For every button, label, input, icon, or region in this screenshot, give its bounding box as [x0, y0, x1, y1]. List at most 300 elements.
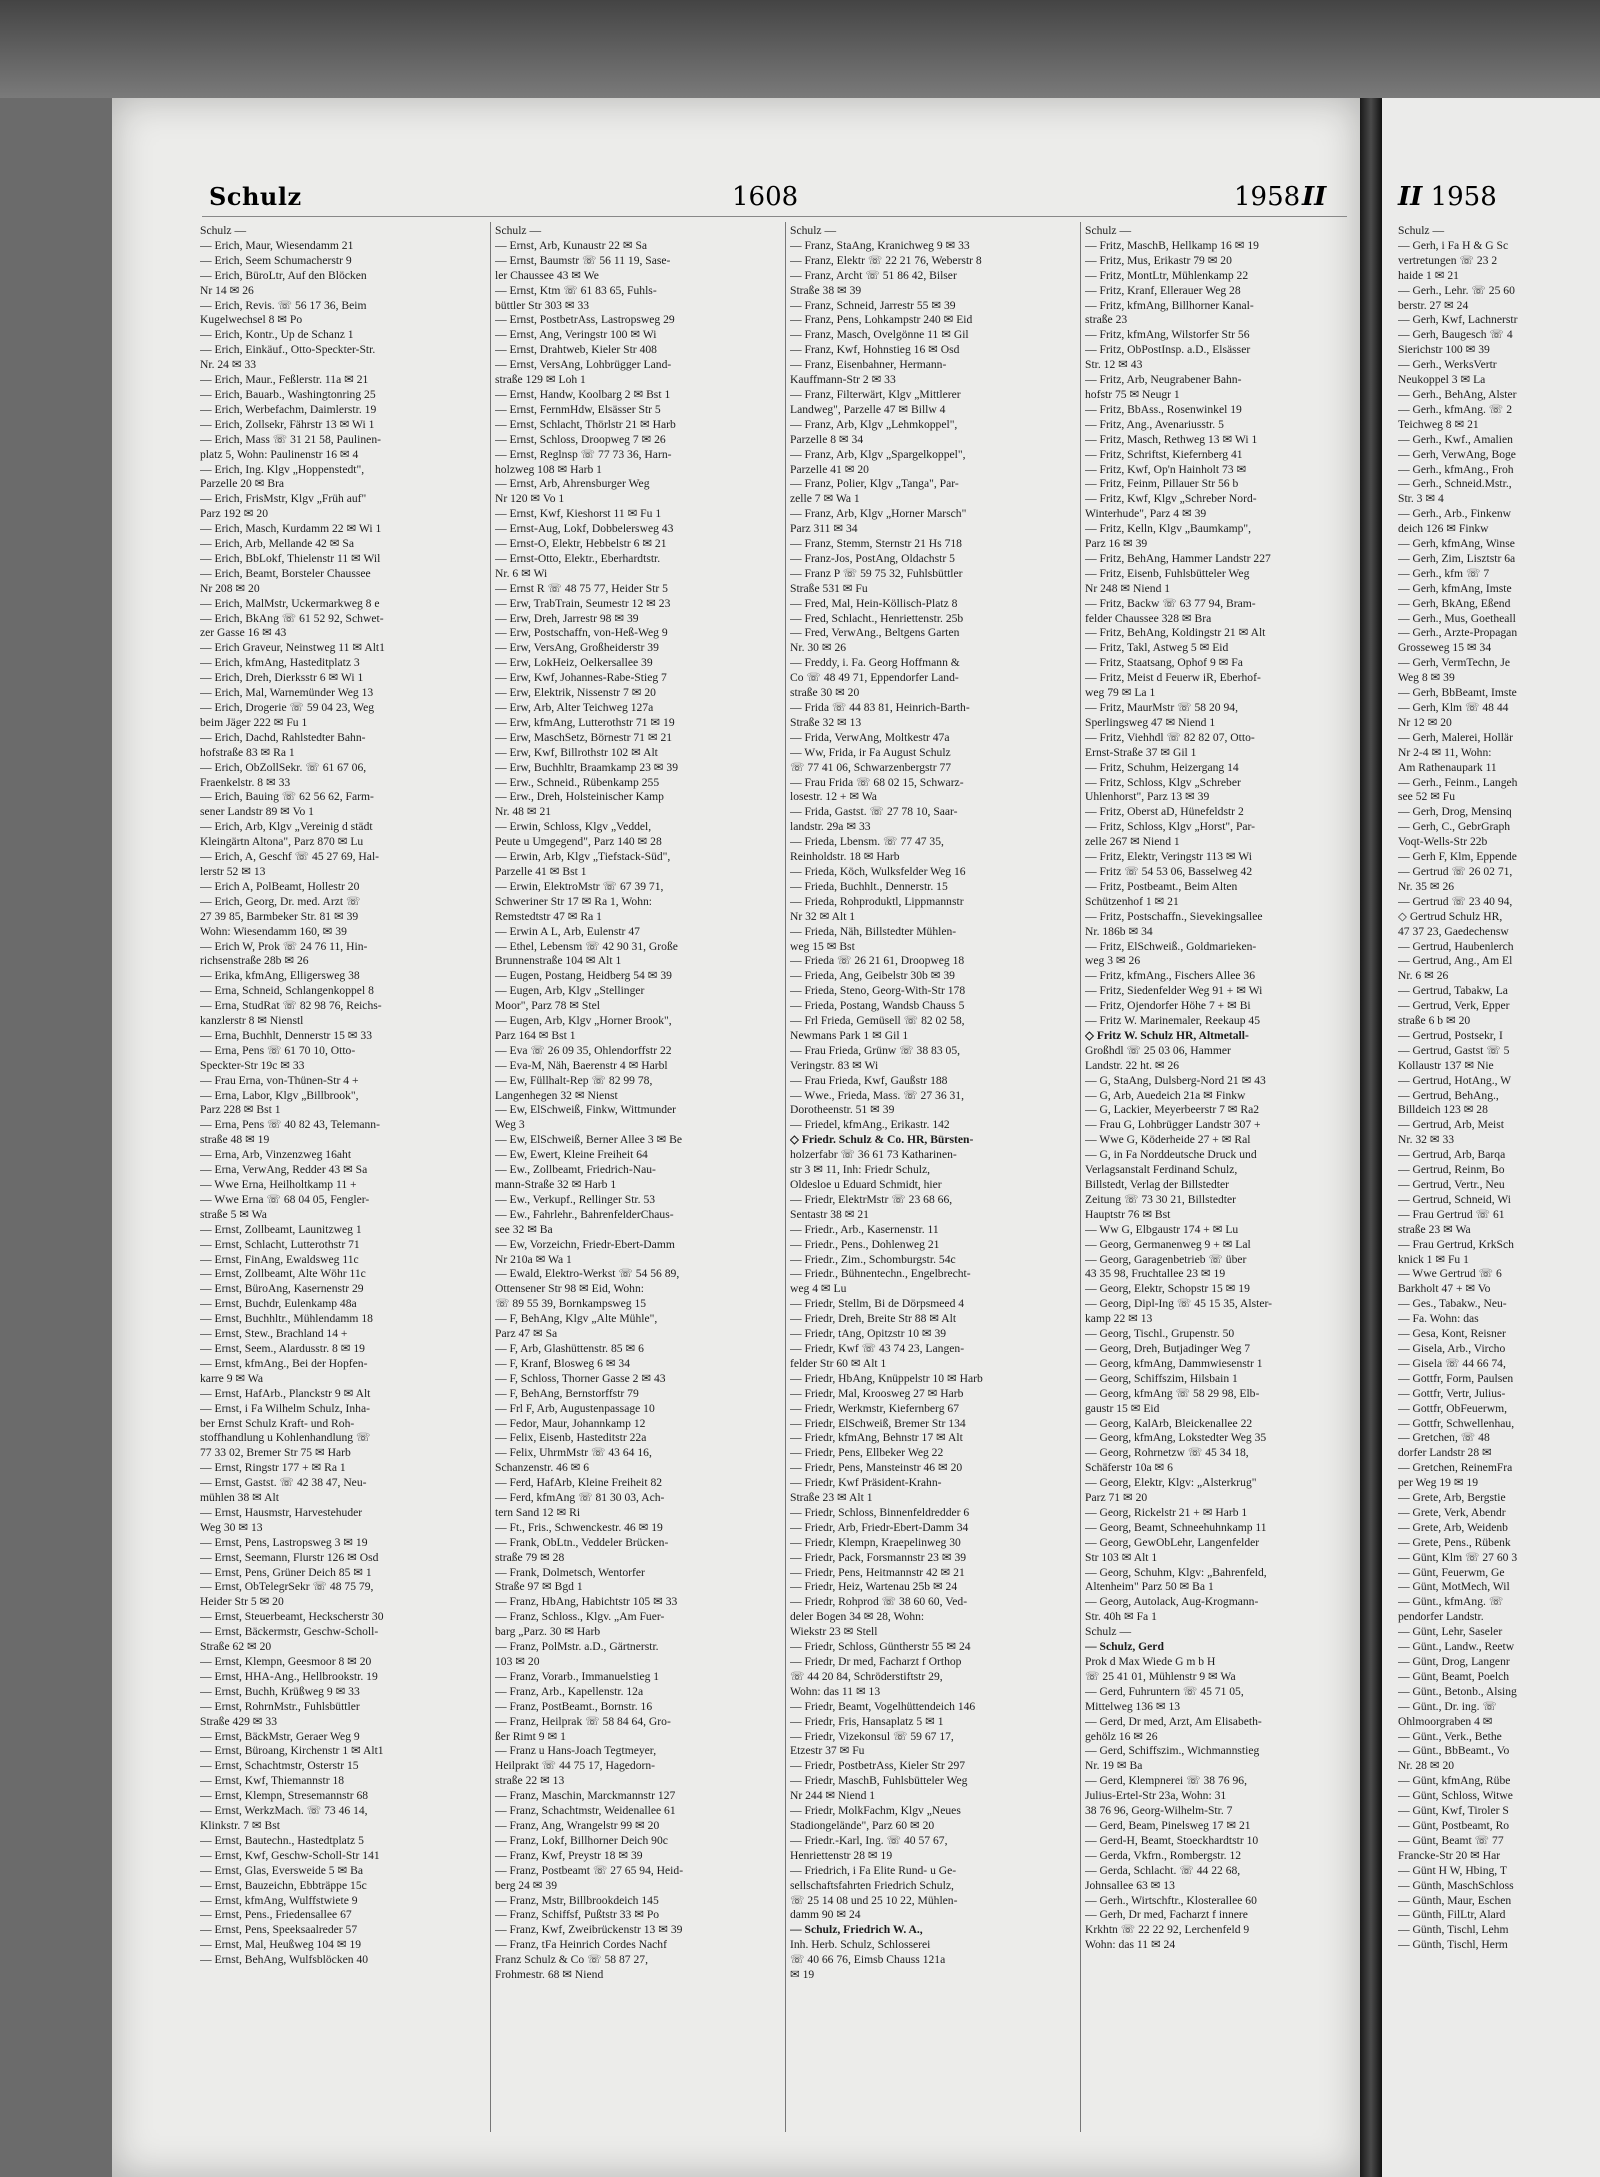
- directory-entry-line: Parz 311 ✉ 34: [790, 522, 858, 536]
- right-page-year: 1958: [1430, 182, 1497, 212]
- directory-entry-line: — Ernst, Ang, Veringstr 100 ✉ Wi: [495, 328, 657, 342]
- directory-entry-line: per Weg 19 ✉ 19: [1398, 1476, 1479, 1490]
- directory-entry-line: Nr 244 ✉ Niend 1: [790, 1789, 876, 1803]
- directory-entry-line: — Grete, Pens., Rübenk: [1398, 1535, 1511, 1549]
- directory-entry-line: Schulz —: [1398, 224, 1445, 237]
- directory-entry-line: — Fritz, ObPostInsp. a.D., Elsässer: [1085, 343, 1251, 357]
- directory-entry-line: — Gerh, VerwAng, Boge: [1398, 447, 1516, 461]
- directory-entry-line: — Erw, Kwf, Billrothstr 102 ✉ Alt: [495, 745, 658, 759]
- directory-entry-line: ☏ 89 55 39, Bornkampsweg 15: [495, 1297, 647, 1311]
- directory-entry-line: — Gertrud, Reinm, Bo: [1398, 1163, 1505, 1177]
- directory-entry-line: — Erich, BüroLtr, Auf den Blöcken: [200, 268, 367, 282]
- directory-entry-line: — Gottfr, ObFeuerwm,: [1398, 1401, 1508, 1415]
- directory-entry-line: — Gertrud, Tabakw, La: [1398, 984, 1508, 998]
- directory-entry-line: — Ernst, VersAng, Lohbrügger Land-: [495, 358, 672, 372]
- directory-entry-line: — Gertrud, Schneid, Wi: [1398, 1192, 1511, 1206]
- directory-entry-line: — Georg, Dreh, Butjadinger Weg 7: [1085, 1341, 1251, 1355]
- directory-entry-line: — Friedr, Arb, Friedr-Ebert-Damm 34: [790, 1520, 969, 1534]
- directory-entry-line: — Gerh, Dr med, Facharzt f innere: [1085, 1908, 1248, 1922]
- directory-entry-line: berstr. 27 ✉ 24: [1398, 298, 1469, 312]
- directory-entry-line: felder Chaussee 328 ✉ Bra: [1085, 611, 1212, 625]
- directory-entry-line: Speckter-Str 19c ✉ 33: [200, 1058, 305, 1072]
- directory-entry-line: — Fritz, Postschaffn., Sievekingsallee: [1085, 909, 1263, 923]
- directory-entry-line: — Ew, Ewert, Kleine Freiheit 64: [495, 1148, 648, 1162]
- directory-entry-line: — Gerh F, Klm, Eppende: [1398, 850, 1517, 864]
- directory-entry-line: Nr. 6 ✉ Wi: [495, 566, 548, 580]
- directory-entry-line: — Franz, Filterwärt, Klgv „Mittlerer: [790, 387, 961, 401]
- directory-entry-line: straße 5 ✉ Wa: [200, 1207, 267, 1221]
- directory-entry-line: Nr 12 ✉ 20: [1398, 715, 1452, 729]
- directory-entry-line: — Franz, Schneid, Jarrestr 55 ✉ 39: [790, 298, 956, 312]
- directory-entry-line: — Georg, GewObLehr, Langenfelder: [1085, 1535, 1260, 1549]
- directory-entry-line: — Günt., Landw., Reetw: [1398, 1640, 1515, 1654]
- directory-entry-line: — Fritz, Viehhdl ☏ 82 82 07, Otto-: [1085, 730, 1255, 744]
- directory-entry-line: — Fritz, BehAng, Koldingstr 21 ✉ Alt: [1085, 626, 1266, 640]
- directory-entry-line: Barkholt 47 + ✉ Vo: [1398, 1282, 1491, 1296]
- directory-entry-line: — Erich, MalMstr, Uckermarkweg 8 e: [200, 596, 380, 610]
- directory-column-1: [200, 224, 484, 1968]
- directory-entry-line: — G, Arb, Auedeich 21a ✉ Finkw: [1085, 1088, 1246, 1102]
- directory-entry-line: — Franz, Postbeamt ☏ 27 65 94, Heid-: [495, 1863, 684, 1877]
- directory-entry-line: — Ernst, Klempn, Geesmoor 8 ✉ 20: [200, 1655, 372, 1668]
- directory-entry-line: beim Jäger 222 ✉ Fu 1: [200, 715, 308, 729]
- directory-entry-line: — Georg, Schiffszim, Hilsbain 1: [1085, 1371, 1238, 1385]
- directory-entry-line: ◇ Gertrud Schulz HR,: [1398, 909, 1503, 923]
- directory-entry-line: — Erw, Postschaffn, von-Heß-Weg 9: [495, 626, 668, 640]
- directory-entry-line: — Georg, Elektr, Schopstr 15 ✉ 19: [1085, 1282, 1250, 1296]
- directory-entry-line: — Ernst, Bautechn., Hastedtplatz 5: [200, 1833, 364, 1847]
- directory-entry-line: Parz 228 ✉ Bst 1: [200, 1103, 281, 1117]
- directory-entry-line: — Franz, Polier, Klgv „Tanga", Par-: [790, 477, 959, 491]
- directory-entry-line: Straße 97 ✉ Bgd 1: [495, 1580, 583, 1594]
- scan-background-top: [0, 0, 1600, 98]
- directory-entry-line: pendorfer Landstr.: [1398, 1610, 1484, 1624]
- directory-entry-line: Wiekstr 23 ✉ Stell: [790, 1625, 878, 1639]
- directory-entry-line: — Fritz, Schloss, Klgv „Horst", Par-: [1085, 820, 1256, 834]
- directory-entry-line: — Fritz, MontLtr, Mühlenkamp 22: [1085, 268, 1249, 282]
- directory-entry-line: — Fred, Mal, Hein-Köllisch-Platz 8: [790, 596, 958, 610]
- directory-entry-line: — Franz, Kwf, Preystr 18 ✉ 39: [495, 1848, 643, 1862]
- directory-entry-line: — Franz, PolMstr. a.D., Gärtnerstr.: [495, 1640, 659, 1654]
- directory-entry-line: Voqt-Wells-Str 22b: [1398, 835, 1488, 849]
- directory-entry-line: Uhlenhorst", Parz 13 ✉ 39: [1085, 790, 1210, 804]
- directory-entry-line: straße 48 ✉ 19: [200, 1133, 270, 1147]
- directory-entry-line: — Ernst, Handw, Koolbarg 2 ✉ Bst 1: [495, 387, 671, 401]
- directory-entry-line: Zeitung ☏ 73 30 21, Billstedter: [1085, 1192, 1237, 1206]
- directory-entry-line: — Ernst, Seemann, Flurstr 126 ✉ Osd: [200, 1550, 379, 1564]
- directory-entry-line: Prok d Max Wiede G m b H: [1085, 1655, 1216, 1668]
- directory-entry-line: — Erich, Bauing ☏ 62 56 62, Farm-: [200, 790, 374, 804]
- directory-entry-line: — Erw, VersAng, Großheiderstr 39: [495, 641, 659, 655]
- directory-entry-line: berg 24 ✉ 39: [495, 1878, 557, 1892]
- directory-entry-line: — Franz, Arb, Klgv „Horner Marsch": [790, 507, 967, 521]
- directory-entry-line: — Ew., Verkupf., Rellinger Str. 53: [495, 1192, 656, 1206]
- directory-entry-line: — Fritz, Feinm, Pillauer Str 56 b: [1085, 477, 1239, 491]
- directory-entry-line: — Erna, VerwAng, Redder 43 ✉ Sa: [200, 1163, 368, 1177]
- directory-entry-line: — Fritz, Meist d Feuerw iR, Eberhof-: [1085, 671, 1261, 685]
- directory-entry-line: — Ernst, Mal, Heußweg 104 ✉ 19: [200, 1938, 362, 1952]
- directory-entry-line: Parz 192 ✉ 20: [200, 507, 268, 521]
- directory-entry-line: — Fritz W. Marinemaler, Reekaup 45: [1085, 1014, 1261, 1028]
- directory-entry-line: Frohmestr. 68 ✉ Niend: [495, 1968, 604, 1982]
- directory-entry-line: — Schulz, Gerd: [1085, 1640, 1164, 1654]
- directory-entry-line: — Franz, Kwf, Hohnstieg 16 ✉ Osd: [790, 343, 960, 357]
- directory-entry-line: — Ernst, Stew., Brachland 14 +: [200, 1327, 348, 1341]
- directory-entry-line: — Gerh., Lehr. ☏ 25 60: [1398, 283, 1515, 297]
- directory-entry-line: — Ernst, Schlacht, Lutterothstr 71: [200, 1237, 360, 1251]
- directory-entry-line: — Friedrich, i Fa Elite Rund- u Ge-: [790, 1863, 957, 1877]
- directory-entry-line: — Friedr, ElSchweiß, Bremer Str 134: [790, 1416, 966, 1430]
- directory-entry-line: — Georg, Autolack, Aug-Krogmann-: [1085, 1595, 1259, 1609]
- directory-entry-line: vertretungen ☏ 23 2: [1398, 253, 1498, 267]
- directory-entry-line: — Ernst, Kwf, Geschw-Scholl-Str 141: [200, 1848, 380, 1862]
- directory-entry-line: — Günth, Maur, Eschen: [1398, 1893, 1512, 1907]
- directory-entry-line: — Fritz, kfmAng, Billhorner Kanal-: [1085, 298, 1254, 312]
- directory-entry-line: — Felix, Eisenb, Hasteditstr 22a: [495, 1431, 647, 1445]
- directory-entry-line: — Gerh., Kwf., Amalien: [1398, 432, 1513, 446]
- directory-entry-line: — Frau Gertrud ☏ 61: [1398, 1207, 1505, 1221]
- directory-entry-line: — Erich, Seem Schumacherstr 9: [200, 253, 352, 267]
- directory-entry-line: — Fritz, Ang., Avenariusstr. 5: [1085, 417, 1224, 431]
- directory-entry-line: zelle 267 ✉ Niend 1: [1085, 835, 1180, 849]
- directory-entry-line: hofstraße 83 ✉ Ra 1: [200, 745, 295, 759]
- directory-entry-line: — Erwin, Arb, Klgv „Tiefstack-Süd",: [495, 850, 671, 864]
- directory-entry-line: — Friedr, Kwf Präsident-Krahn-: [790, 1476, 942, 1490]
- directory-entry-line: — Gerd, Klempnerei ☏ 38 76 96,: [1085, 1774, 1247, 1788]
- directory-entry-line: ◇ Fritz W. Schulz HR, Altmetall-: [1085, 1028, 1249, 1042]
- right-page-header: [1398, 182, 1497, 212]
- directory-entry-line: Ohlmoorgraben 4 ✉: [1398, 1714, 1493, 1728]
- directory-entry-line: — G, Lackier, Meyerbeerstr 7 ✉ Ra2: [1085, 1103, 1260, 1117]
- directory-entry-line: — Fritz, Takl, Astweg 5 ✉ Eid: [1085, 641, 1229, 655]
- directory-entry-line: Julius-Ertel-Str 23a, Wohn: 31: [1085, 1789, 1227, 1803]
- directory-entry-line: — Georg, Tischl., Grupenstr. 50: [1085, 1327, 1235, 1341]
- directory-entry-line: — Erich, Beamt, Borsteler Chaussee: [200, 566, 371, 580]
- directory-entry-line: — Friedr., Arb., Kasernenstr. 11: [790, 1222, 939, 1236]
- directory-entry-line: losestr. 12 + ✉ Wa: [790, 790, 877, 804]
- directory-entry-line: Str 103 ✉ Alt 1: [1085, 1550, 1158, 1564]
- directory-entry-line: — Günth, Tischl, Herm: [1398, 1938, 1508, 1952]
- directory-entry-line: — Ft., Fris., Schwenckestr. 46 ✉ 19: [495, 1520, 663, 1534]
- directory-entry-line: — Erw, Elektrik, Nissenstr 7 ✉ 20: [495, 686, 656, 700]
- directory-entry-line: — Erna, Buchhlt, Dennerstr 15 ✉ 33: [200, 1028, 372, 1042]
- directory-entry-line: — Erich, Werbefachm, Daimlerstr. 19: [200, 402, 377, 416]
- directory-entry-line: — Friedr, Dreh, Breite Str 88 ✉ Alt: [790, 1312, 957, 1326]
- directory-entry-line: — Franz, tFa Heinrich Cordes Nachf: [495, 1938, 667, 1952]
- directory-entry-line: straße 30 ✉ 20: [790, 686, 860, 700]
- directory-entry-line: — Ernst R ☏ 48 75 77, Heider Str 5: [495, 581, 668, 595]
- directory-entry-line: — Frieda, Ang, Geibelstr 30b ✉ 39: [790, 969, 955, 983]
- directory-entry-line: — Ferd, kfmAng ☏ 81 30 03, Ach-: [495, 1491, 665, 1505]
- directory-entry-line: — Ernst, Bauzeichn, Ebbträppe 15c: [200, 1878, 367, 1892]
- directory-entry-line: — Erw, Buchhltr, Braamkamp 23 ✉ 39: [495, 760, 679, 774]
- directory-entry-line: — Georg, KalArb, Bleickenallee 22: [1085, 1416, 1253, 1430]
- directory-entry-line: — Friedel, kfmAng., Erikastr. 142: [790, 1118, 950, 1132]
- directory-entry-line: stoffhandlung u Kohlenhandlung ☏: [200, 1431, 371, 1445]
- directory-entry-line: Stadiongelände", Parz 60 ✉ 20: [790, 1818, 935, 1832]
- directory-entry-line: — Günt., kfmAng. ☏: [1398, 1595, 1504, 1609]
- directory-entry-line: — Gertrud ☏ 23 40 94,: [1398, 894, 1513, 908]
- directory-entry-line: Langenhegen 32 ✉ Nienst: [495, 1088, 618, 1102]
- directory-entry-line: — Fritz, MaurMstr ☏ 58 20 94,: [1085, 701, 1238, 714]
- directory-entry-line: — Ew, Vorzeichn, Friedr-Ebert-Damm: [495, 1237, 675, 1251]
- directory-page-left: [112, 98, 1360, 2177]
- directory-entry-line: — Eugen, Postang, Heidberg 54 ✉ 39: [495, 969, 672, 983]
- directory-entry-line: Ottensener Str 98 ✉ Eid, Wohn:: [495, 1282, 644, 1296]
- directory-entry-line: Nr. 28 ✉ 20: [1398, 1759, 1455, 1773]
- directory-entry-line: — Friedr, Mal, Kroosweg 27 ✉ Harb: [790, 1386, 964, 1400]
- directory-entry-line: — Franz, Archt ☏ 51 86 42, Bilser: [790, 268, 957, 282]
- directory-entry-line: — Wwe Gertrud ☏ 6: [1398, 1267, 1502, 1281]
- directory-entry-line: richsenstraße 28b ✉ 26: [200, 954, 309, 968]
- directory-entry-line: — Gertrud, Verk, Epper: [1398, 999, 1510, 1013]
- directory-entry-line: damm 90 ✉ 24: [790, 1908, 861, 1922]
- directory-entry-line: Winterhude", Parz 4 ✉ 39: [1085, 507, 1207, 521]
- directory-entry-line: lerstr 52 ✉ 13: [200, 864, 266, 878]
- directory-entry-line: 27 39 85, Barmbeker Str. 81 ✉ 39: [200, 909, 359, 923]
- directory-entry-line: straße 22 ✉ 13: [495, 1774, 565, 1788]
- directory-entry-line: — Friedr, Schloss, Binnenfeldredder 6: [790, 1505, 970, 1519]
- directory-entry-line: — Günt, Drog, Langenr: [1398, 1655, 1510, 1668]
- directory-entry-line: ☏ 44 20 84, Schröderstiftstr 29,: [790, 1669, 943, 1683]
- directory-entry-line: — Frieda, Postang, Wandsb Chauss 5: [790, 999, 965, 1013]
- directory-entry-line: — Frieda, Köch, Wulksfelder Weg 16: [790, 864, 966, 878]
- directory-entry-line: — Ew, Füllhalt-Rep ☏ 82 99 78,: [495, 1073, 653, 1087]
- directory-entry-line: Schweriner Str 17 ✉ Ra 1, Wohn:: [495, 894, 653, 908]
- directory-entry-line: haide 1 ✉ 21: [1398, 268, 1459, 282]
- directory-entry-line: Straße 38 ✉ 39: [790, 283, 862, 297]
- directory-entry-line: — Fritz, Backw ☏ 63 77 94, Bram-: [1085, 596, 1256, 610]
- directory-entry-line: — Gertrud, HotAng., W: [1398, 1073, 1512, 1087]
- directory-entry-line: — Friedr, MaschB, Fuhlsbütteler Weg: [790, 1774, 968, 1788]
- directory-entry-line: — Georg, Beamt, Schneehuhnkamp 11: [1085, 1520, 1267, 1534]
- directory-entry-line: — Franz, Ang, Wrangelstr 99 ✉ 20: [495, 1818, 660, 1832]
- directory-entry-line: — Gottfr, Form, Paulsen: [1398, 1371, 1514, 1385]
- directory-entry-line: — Fritz, Masch, Rethweg 13 ✉ Wi 1: [1085, 432, 1258, 446]
- directory-entry-line: Schützenhof 1 ✉ 21: [1085, 894, 1179, 908]
- directory-entry-line: Sentastr 38 ✉ 21: [790, 1207, 869, 1221]
- directory-entry-line: — Friedr, Vizekonsul ☏ 59 67 17,: [790, 1729, 954, 1743]
- directory-entry-line: — Wwe G, Köderheide 27 + ✉ Ral: [1085, 1133, 1251, 1147]
- directory-entry-line: Parzelle 41 ✉ 20: [790, 462, 869, 476]
- directory-entry-line: Nr 208 ✉ 20: [200, 581, 260, 595]
- directory-entry-line: — Georg, kfmAng ☏ 58 29 98, Elb-: [1085, 1386, 1260, 1400]
- directory-entry-line: — Franz, Mstr, Billbrookdeich 145: [495, 1893, 659, 1907]
- directory-entry-line: — Frl F, Arb, Augustenpassage 10: [495, 1401, 655, 1415]
- directory-entry-line: holzweg 108 ✉ Harb 1: [495, 462, 602, 476]
- directory-entry-line: — Fedor, Maur, Johannkamp 12: [495, 1416, 646, 1430]
- directory-entry-line: Kollaustr 137 ✉ Nie: [1398, 1058, 1494, 1072]
- directory-entry-line: zer Gasse 16 ✉ 43: [200, 626, 287, 640]
- directory-entry-line: — Fritz, Kranf, Ellerauer Weg 28: [1085, 283, 1241, 297]
- directory-entry-line: Nr. 24 ✉ 33: [200, 358, 257, 372]
- directory-entry-line: — Erich, Georg, Dr. med. Arzt ☏: [200, 894, 361, 908]
- directory-entry-line: ✉ 19: [790, 1968, 815, 1982]
- directory-entry-line: — Ewald, Elektro-Werkst ☏ 54 56 89,: [495, 1267, 680, 1281]
- column-divider: [490, 222, 491, 2132]
- directory-entry-line: — Georg, Dipl-Ing ☏ 45 15 35, Alster-: [1085, 1297, 1272, 1311]
- directory-entry-line: Nr. 19 ✉ Ba: [1085, 1759, 1143, 1773]
- directory-entry-line: Parzelle 20 ✉ Bra: [200, 477, 285, 491]
- directory-entry-line: ßer Rimt 9 ✉ 1: [495, 1729, 566, 1743]
- directory-entry-line: — G, StaAng, Dulsberg-Nord 21 ✉ 43: [1085, 1073, 1266, 1087]
- directory-entry-line: — Günt., Verk., Bethe: [1398, 1729, 1502, 1743]
- directory-entry-line: — Ernst, HHA-Ang., Hellbrookstr. 19: [200, 1669, 378, 1683]
- directory-entry-line: — Gerh, Kwf, Lachnerstr: [1398, 313, 1518, 327]
- directory-entry-line: — Friedr, Werkmstr, Kiefernberg 67: [790, 1401, 959, 1415]
- directory-entry-line: — Gerh, Baugesch ☏ 4: [1398, 328, 1513, 342]
- directory-entry-line: — Felix, UhrmMstr ☏ 43 64 16,: [495, 1446, 652, 1460]
- directory-entry-line: — Friedr, Pack, Forsmannstr 23 ✉ 39: [790, 1550, 967, 1564]
- directory-entry-line: kanzlerstr 8 ✉ Nienstl: [200, 1014, 304, 1028]
- directory-entry-line: Brunnenstraße 104 ✉ Alt 1: [495, 954, 622, 968]
- directory-entry-line: — Erw., Schneid., Rübenkamp 255: [495, 775, 660, 789]
- directory-entry-line: Nr. 30 ✉ 26: [790, 641, 847, 655]
- directory-entry-line: — Gertrud, Arb, Barqa: [1398, 1148, 1506, 1162]
- directory-entry-line: — Georg, Elektr, Klgv: „Alsterkrug": [1085, 1476, 1257, 1490]
- right-page-column: [1398, 224, 1598, 1953]
- directory-entry-line: Straße 429 ✉ 33: [200, 1714, 278, 1728]
- directory-entry-line: weg 79 ✉ La 1: [1085, 686, 1156, 700]
- directory-entry-line: — Erich, Maur, Wiesendamm 21: [200, 238, 354, 252]
- directory-entry-line: — Frl Frieda, Gemüsell ☏ 82 02 58,: [790, 1014, 965, 1028]
- directory-entry-line: — Ernst, Steuerbeamt, Heckscherstr 30: [200, 1610, 384, 1624]
- directory-entry-line: Straße 62 ✉ 20: [200, 1640, 272, 1654]
- directory-entry-line: — Franz P ☏ 59 75 32, Fuhlsbüttler: [790, 566, 963, 580]
- directory-entry-line: — Gertrud, Vertr., Neu: [1398, 1178, 1505, 1191]
- directory-entry-line: — Erich, BbLokf, Thielenstr 11 ✉ Wil: [200, 551, 381, 565]
- directory-entry-line: straße 129 ✉ Loh 1: [495, 373, 586, 387]
- directory-entry-line: — Erich, Bauarb., Washingtonring 25: [200, 387, 376, 401]
- directory-entry-line: — Frida ☏ 44 83 81, Heinrich-Barth-: [790, 701, 970, 714]
- directory-entry-line: Sperlingsweg 47 ✉ Niend 1: [1085, 715, 1216, 729]
- directory-entry-line: — Franz, Stemm, Sternstr 21 Hs 718: [790, 537, 962, 551]
- directory-entry-line: — Friedr, MolkFachm, Klgv „Neues: [790, 1804, 961, 1818]
- directory-entry-line: deler Bogen 34 ✉ 28, Wohn:: [790, 1610, 925, 1624]
- directory-entry-line: — Ernst, FinAng, Ewaldsweg 11c: [200, 1252, 359, 1266]
- directory-entry-line: — Fritz, Postbeamt., Beim Alten: [1085, 879, 1238, 893]
- directory-entry-line: Nr 248 ✉ Niend 1: [1085, 581, 1171, 595]
- directory-entry-line: — Gerd, Beam, Pinelsweg 17 ✉ 21: [1085, 1818, 1251, 1832]
- directory-entry-line: Nr 14 ✉ 26: [200, 283, 254, 297]
- directory-entry-line: zelle 7 ✉ Wa 1: [790, 492, 860, 506]
- directory-entry-line: — Georg, kfmAng, Dammwiesenstr 1: [1085, 1356, 1263, 1370]
- directory-entry-line: Newmans Park 1 ✉ Gil 1: [790, 1028, 909, 1042]
- directory-entry-line: gehölz 16 ✉ 26: [1085, 1729, 1158, 1743]
- directory-entry-line: — Ernst, kfmAng, Wulffstwiete 9: [200, 1893, 358, 1907]
- directory-entry-line: — Erich, Einkäuf., Otto-Speckter-Str.: [200, 343, 376, 357]
- directory-entry-line: — Friedr, Klempn, Kraepelinweg 30: [790, 1535, 961, 1549]
- directory-entry-line: — Erna, Pens ☏ 61 70 10, Otto-: [200, 1043, 356, 1057]
- directory-entry-line: — Franz, Schiffsf, Pußtstr 33 ✉ Po: [495, 1908, 660, 1922]
- directory-entry-line: Peute u Umgegend", Parz 140 ✉ 28: [495, 835, 662, 849]
- directory-entry-line: — Erich, Revis. ☏ 56 17 36, Beim: [200, 298, 367, 312]
- directory-entry-line: — Fa. Wohn: das: [1398, 1312, 1479, 1326]
- directory-entry-line: — Gerd, Fuhruntern ☏ 45 71 05,: [1085, 1684, 1244, 1698]
- directory-entry-line: — Gerh, C., GebrGraph: [1398, 820, 1511, 834]
- directory-entry-line: — Franz, Vorarb., Immanuelstieg 1: [495, 1669, 660, 1683]
- directory-entry-line: mann-Straße 32 ✉ Harb 1: [495, 1178, 617, 1191]
- directory-entry-line: — Gerh., Schneid.Mstr.,: [1398, 477, 1512, 491]
- directory-entry-line: — Erika, kfmAng, Elligersweg 38: [200, 969, 360, 983]
- directory-entry-line: holzerfabr ☏ 36 61 73 Katharinen-: [790, 1148, 957, 1162]
- directory-entry-line: Straße 32 ✉ 13: [790, 715, 862, 729]
- directory-entry-line: — Frieda, Steno, Georg-With-Str 178: [790, 984, 966, 998]
- directory-entry-line: — Fred, VerwAng., Beltgens Garten: [790, 626, 960, 640]
- directory-entry-line: Altenheim" Parz 50 ✉ Ba 1: [1085, 1580, 1214, 1594]
- directory-entry-line: — Franz, Schachtmstr, Weidenallee 61: [495, 1804, 676, 1818]
- directory-entry-line: ☏ 77 41 06, Schwarzenbergstr 77: [790, 760, 952, 774]
- directory-entry-line: Schulz —: [1085, 1625, 1132, 1639]
- page-number: 1608: [732, 182, 799, 212]
- directory-column-3: [790, 224, 1074, 1983]
- directory-entry-line: — Franz, Arb, Klgv „Lehmkoppel",: [790, 417, 958, 431]
- directory-entry-line: Ernst-Straße 37 ✉ Gil 1: [1085, 745, 1197, 759]
- directory-entry-line: Billstedt, Verlag der Billstedter: [1085, 1178, 1230, 1191]
- directory-entry-line: — Gertrud, Postsekr, I: [1398, 1028, 1503, 1042]
- directory-entry-line: Wohn: Wiesendamm 160, ✉ 39: [200, 924, 347, 938]
- directory-entry-line: Verlagsanstalt Ferdinand Schulz,: [1085, 1163, 1238, 1177]
- directory-entry-line: — Ernst, FernmHdw, Elsässer Str 5: [495, 402, 661, 416]
- directory-entry-line: Str. 3 ✉ 4: [1398, 492, 1444, 506]
- directory-entry-line: — Friedr, Dr med, Facharzt f Orthop: [790, 1655, 962, 1668]
- directory-entry-line: ☏ 40 66 76, Eimsb Chauss 121a: [790, 1953, 946, 1967]
- directory-entry-line: weg 4 ✉ Lu: [790, 1282, 847, 1296]
- directory-entry-line: — Ernst, Pens, Grüner Deich 85 ✉ 1: [200, 1565, 372, 1579]
- directory-entry-line: Nr. 6 ✉ 26: [1398, 969, 1449, 983]
- directory-entry-line: Parzelle 8 ✉ 34: [790, 432, 864, 446]
- directory-entry-line: — Erich, Arb, Klgv „Vereinig d städt: [200, 820, 373, 834]
- directory-entry-line: ☏ 25 14 08 und 25 10 22, Mühlen-: [790, 1893, 958, 1907]
- directory-entry-line: — Frida, VerwAng, Moltkestr 47a: [790, 730, 950, 744]
- directory-entry-line: Weg 8 ✉ 39: [1398, 671, 1455, 685]
- directory-entry-line: — Friedr, Rohprod ☏ 38 60 60, Ved-: [790, 1595, 968, 1609]
- directory-entry-line: — Ernst, Kwf, Thiemannstr 18: [200, 1774, 345, 1788]
- directory-entry-line: Str. 12 ✉ 43: [1085, 358, 1143, 372]
- directory-entry-line: — Fritz, BehAng, Hammer Landstr 227: [1085, 551, 1271, 565]
- directory-entry-line: — Eva ☏ 26 09 35, Ohlendorffstr 22: [495, 1043, 672, 1057]
- directory-entry-line: — Frieda, Lbensm. ☏ 77 47 35,: [790, 835, 944, 849]
- directory-entry-line: — Ernst, i Fa Wilhelm Schulz, Inha-: [200, 1401, 370, 1415]
- directory-entry-line: 43 35 98, Fruchtallee 23 ✉ 19: [1085, 1267, 1226, 1281]
- directory-entry-line: Parz 47 ✉ Sa: [495, 1327, 558, 1341]
- directory-entry-line: — Ernst, Buchdr, Eulenkamp 48a: [200, 1297, 357, 1311]
- directory-entry-line: — Friedr, PostbetrAss, Kieler Str 297: [790, 1759, 966, 1773]
- directory-entry-line: see 52 ✉ Fu: [1398, 790, 1456, 804]
- directory-entry-line: — Gerh, VermTechn, Je: [1398, 656, 1510, 670]
- directory-entry-line: — Gertrud, Arb, Meist: [1398, 1118, 1504, 1132]
- directory-entry-line: — Erw, Arb, Alter Teichweg 127a: [495, 701, 654, 714]
- directory-entry-line: — Eugen, Arb, Klgv „Stellinger: [495, 984, 645, 998]
- directory-entry-line: sener Landstr 89 ✉ Vo 1: [200, 805, 314, 819]
- directory-entry-line: Straße 23 ✉ Alt 1: [790, 1491, 873, 1505]
- directory-entry-line: — Fritz, Kwf, Op'n Hainholt 73 ✉: [1085, 462, 1247, 476]
- directory-entry-line: ☏ 25 41 01, Mühlenstr 9 ✉ Wa: [1085, 1669, 1236, 1683]
- directory-entry-line: — Freddy, i. Fa. Georg Hoffmann &: [790, 656, 960, 670]
- directory-entry-line: Nr 210a ✉ Wa 1: [495, 1252, 572, 1266]
- directory-entry-line: — Ernst, Zollbeamt, Alte Wöhr 11c: [200, 1267, 366, 1281]
- column-divider: [785, 222, 786, 2132]
- directory-entry-line: karre 9 ✉ Wa: [200, 1371, 263, 1385]
- directory-entry-line: — Franz, PostBeamt., Bornstr. 16: [495, 1699, 653, 1713]
- directory-entry-line: Nr. 35 ✉ 26: [1398, 879, 1455, 893]
- directory-entry-line: — Günt H W, Hbing, T: [1398, 1863, 1507, 1877]
- directory-entry-line: — Erw, LokHeiz, Oelkersallee 39: [495, 656, 653, 670]
- directory-entry-line: — Günt, Beamt, Poelch: [1398, 1669, 1510, 1683]
- directory-entry-line: — Fritz, Oberst aD, Hünefeldstr 2: [1085, 805, 1244, 819]
- directory-entry-line: — Ernst, BüroAng, Kasernenstr 29: [200, 1282, 364, 1296]
- directory-entry-line: — Fritz, BbAss., Rosenwinkel 19: [1085, 402, 1242, 416]
